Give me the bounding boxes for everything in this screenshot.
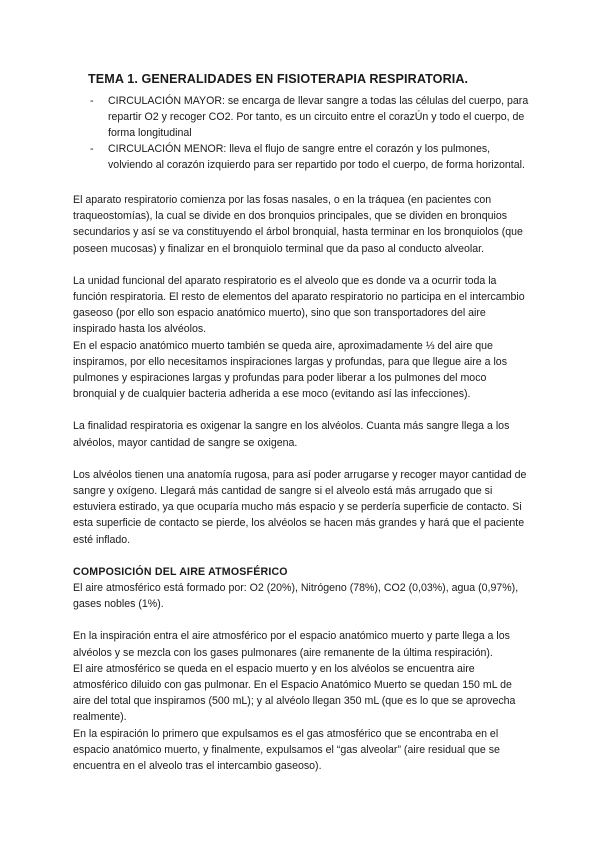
paragraph-expiration: En la espiración lo primero que expulsamos es el gas atmosférico que se encontraba en el espacio anatómico muerto, y finalmente, expulsamos el “gas alveolar” (aire residual que se encuentra en el alveolo tras el intercambio gaseoso). (73, 727, 500, 773)
paragraph-inspiration: En la inspiración entra el aire atmosférico por el espacio anatómico muerto y parte llega a los alvéolos y se mezcla con los gases pulmonares (aire remanente de la última respiración). (73, 630, 510, 659)
bullet-dash: - (90, 95, 94, 107)
section-heading: COMPOSICIÓN DEL AIRE ATMOSFÉRICO (73, 565, 288, 578)
bullet-list (90, 93, 530, 173)
page-title: TEMA 1. GENERALIDADES EN FISIOTERAPIA RESPIRATORIA. (88, 72, 469, 86)
paragraph-dead-space: En el espacio anatómico muerto también se queda aire, aproximadamente ⅓ del aire que inspiramos, por ello necesitamos inspiraciones largas y profundas, para que llegue aire a los pulmones y espiraciones largas y profundas para poder liberar a los pulmones del moco bronquial y de cualquier bacteria adherida a ese moco (evitando así las infecciones). (73, 339, 507, 401)
paragraph-composition: El aire atmosférico está formado por: O2 (20%), Nitrógeno (78%), CO2 (0,03%), agua (0,97%), gases nobles (1%). (73, 582, 519, 611)
paragraph-functional-unit: La unidad funcional del aparato respiratorio es el alveolo que es donde va a ocurrir toda la función respiratoria. El resto de elementos del aparato respiratorio no participa en el intercambio gaseoso (por ello son espacio anatómico muerto), sino que son transportadores del aire inspirado hasta los alvéolos. (73, 274, 525, 336)
bullet-text: CIRCULACIÓN MAYOR: se encarga de llevar sangre a todas las células del cuerpo, para repartir O2 y recoger CO2. Por tanto, es un circuito entre el corazÚn y todo el cuerpo, de forma longitudinal (108, 95, 529, 139)
bullet-dash: - (90, 143, 94, 155)
document-body (73, 192, 531, 774)
bullet-text: CIRCULACIÓN MENOR: lleva el flujo de sangre entre el corazón y los pulmones, volviendo al corazón izquierdo para ser repartido por todo el cuerpo, de forma horizontal. (108, 143, 525, 171)
paragraph-airway: El aparato respiratorio comienza por las fosas nasales, o en la tráquea (en pacientes con traqueostomías), la cual se divide en dos bronquios principales, que se dividen en bronquios secundarios y así se va constituyendo el árbol bronquial, hasta terminar en los bronquiolos (que poseen mucosas) y finalizar en el bronquiolo terminal que da paso al conducto alveolar. (73, 194, 523, 255)
paragraph-alveoli: Los alvéolos tienen una anatomía rugosa, para así poder arrugarse y recoger mayor cantidad de sangre y oxígeno. Llegará más cantidad de sangre si el alveolo está más arrugado que si estuviera estirado, ya que ocuparía mucho más espacio y se perdería superficie de contacto. Si esta superficie de contacto se pierde, los alvéolos se hacen más grandes y hará que el paciente esté inflado. (73, 468, 527, 546)
bullet-item-major (90, 93, 530, 141)
bullet-item-minor (90, 141, 530, 173)
paragraph-purpose: La finalidad respiratoria es oxigenar la sangre en los alvéolos. Cuanta más sangre llega a los alvéolos, mayor cantidad de sangre se oxigena. (73, 420, 510, 449)
paragraph-dead-space-volume: El aire atmosférico se queda en el espacio muerto y en los alvéolos se encuentra aire atmosférico diluido con gas pulmonar. En el Espacio Anatómico Muerto se quedan 150 mL de aire del total que inspiramos (500 mL); y al alvéolo llegan 350 mL (que es lo que se aprovecha realmente). (73, 662, 516, 724)
